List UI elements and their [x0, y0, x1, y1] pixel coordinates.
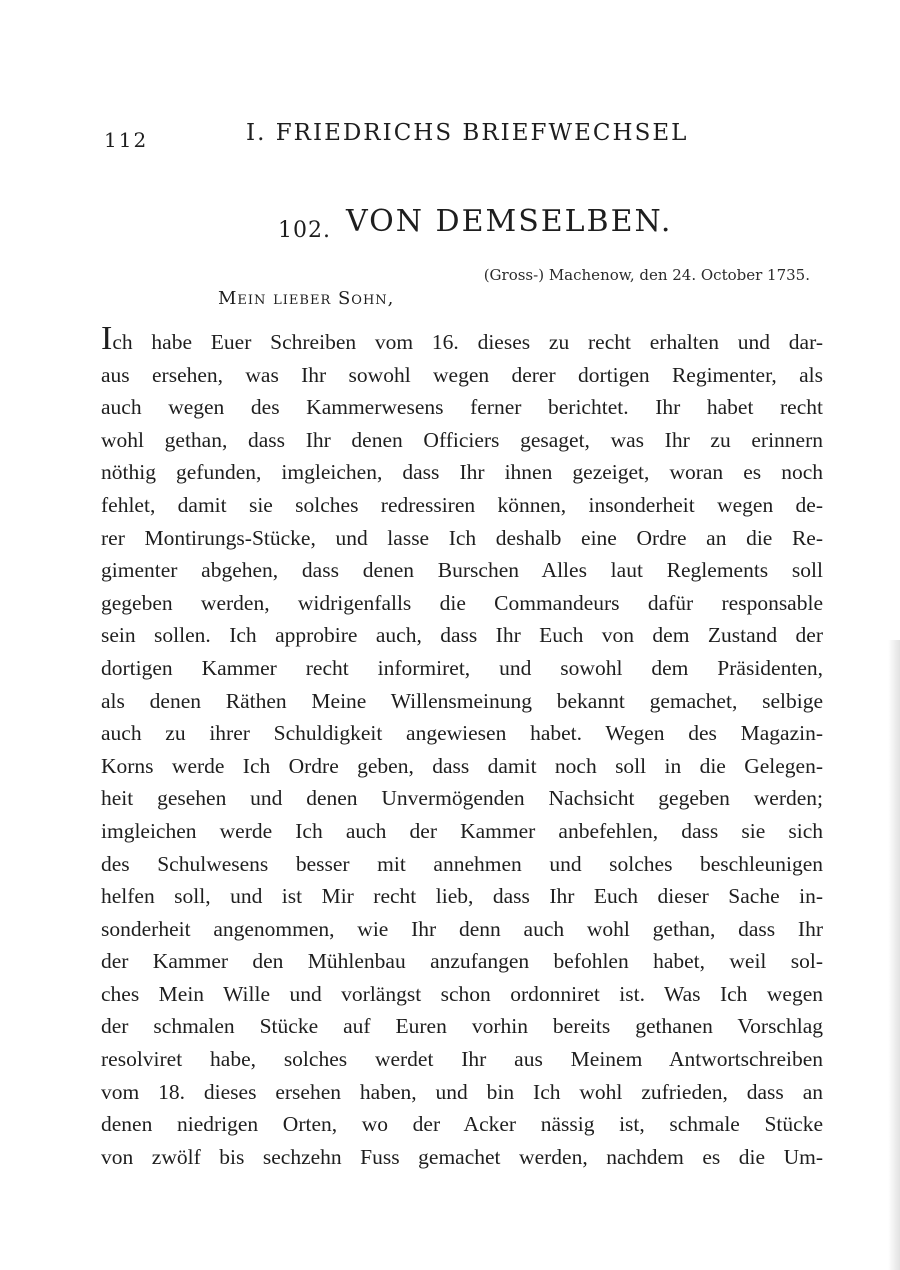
running-title: I. FRIEDRICHS BRIEFWECHSEL — [246, 120, 689, 146]
body-line: fehlet, damit sie solches redressiren können, insonderheit wegen de- — [101, 492, 823, 517]
page-edge-shadow — [888, 640, 900, 1270]
first-line-text: ch habe Euer Schreiben vom 16. dieses zu recht erhalten und dar- — [112, 330, 823, 354]
body-line: auch wegen des Kammerwesens ferner berichtet. Ihr habet recht — [101, 395, 823, 420]
body-line: nöthig gefunden, imgleichen, dass Ihr ihnen gezeiget, woran es noch — [101, 460, 823, 485]
body-line: gimenter abgehen, dass denen Burschen Alles laut Reglements soll — [101, 558, 823, 583]
body-line: helfen soll, und ist Mir recht lieb, dass Ihr Euch dieser Sache in- — [101, 884, 823, 909]
body-line: wohl gethan, dass Ihr denen Officiers gesaget, was Ihr zu erinnern — [101, 427, 823, 452]
body-line: der schmalen Stücke auf Euren vorhin bereits gethanen Vorschlag — [101, 1014, 823, 1039]
body-line: dortigen Kammer recht informiret, und sowohl dem Präsidenten, — [101, 655, 823, 680]
body-line: imgleichen werde Ich auch der Kammer anbefehlen, dass sie sich — [101, 818, 823, 843]
letter-title: VON DEMSELBEN. — [346, 204, 673, 239]
body-line: heit gesehen und denen Unvermögenden Nachsicht gegeben werden; — [101, 786, 823, 811]
body-line: aus ersehen, was Ihr sowohl wegen derer dortigen Regimenter, als — [101, 362, 823, 387]
body-line: Korns werde Ich Ordre geben, dass damit noch soll in die Gelegen- — [101, 753, 823, 778]
body-line: denen niedrigen Orten, wo der Acker nässig ist, schmale Stücke — [101, 1112, 823, 1137]
body-line: resolviret habe, solches werdet Ihr aus Meinem Antwortschreiben — [101, 1047, 823, 1072]
letter-body — [101, 320, 823, 1173]
body-line: rer Montirungs-Stücke, und lasse Ich deshalb eine Ordre an die Re- — [101, 525, 823, 550]
body-line: ches Mein Wille und vorlängst schon ordonniret ist. Was Ich wegen — [101, 981, 823, 1006]
body-line-first — [101, 320, 823, 359]
drop-initial: I — [101, 320, 113, 357]
body-line: sein sollen. Ich approbire auch, dass Ihr Euch von dem Zustand der — [101, 623, 823, 648]
body-line: sonderheit angenommen, wie Ihr denn auch wohl gethan, dass Ihr — [101, 916, 823, 941]
page-number: 112 — [104, 128, 149, 152]
body-line: der Kammer den Mühlenbau anzufangen befohlen habet, weil sol- — [101, 949, 823, 974]
body-line: gegeben werden, widrigenfalls die Commandeurs dafür responsable — [101, 590, 823, 615]
body-line: als denen Räthen Meine Willensmeinung bekannt gemachet, selbige — [101, 688, 823, 713]
body-line: von zwölf bis sechzehn Fuss gemachet werden, nachdem es die Um- — [101, 1144, 823, 1169]
body-line: des Schulwesens besser mit annehmen und solches beschleunigen — [101, 851, 823, 876]
body-line: vom 18. dieses ersehen haben, und bin Ich wohl zufrieden, dass an — [101, 1079, 823, 1104]
letter-number: 102. — [278, 218, 331, 243]
salutation: Mein lieber Sohn, — [218, 288, 395, 309]
dateline: (Gross-) Machenow, den 24. October 1735. — [483, 266, 810, 284]
body-line: auch zu ihrer Schuldigkeit angewiesen habet. Wegen des Magazin- — [101, 721, 823, 746]
